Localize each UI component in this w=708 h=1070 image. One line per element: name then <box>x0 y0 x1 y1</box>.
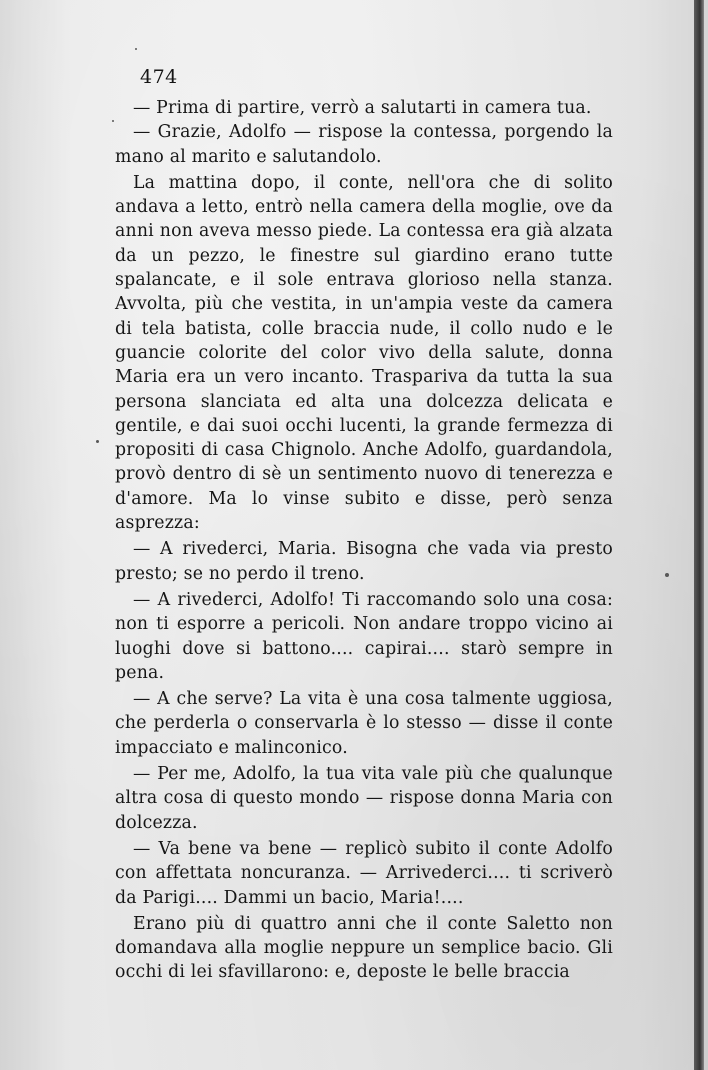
paper-speck <box>665 573 669 577</box>
paper-speck <box>112 120 114 122</box>
body-text <box>115 96 613 985</box>
page-binding-edge <box>694 0 704 1070</box>
paragraph: — Va bene va bene — replicò subito il conte Adolfo con affettata noncuranza. — Arrivederci.... ti scriverò da Parigi.... Dammi un bacio, Maria!.... <box>115 838 613 908</box>
paragraph: La mattina dopo, il conte, nell'ora che di solito andava a letto, entrò nella camera della moglie, ove da anni non aveva messo piede. La contessa era già alzata da un pezzo, le finestre sul giardino erano tutte spalancate, e il sole entrava glorioso nella stanza. Avvolta, più che vestita, in un'ampia veste da camera di tela batista, colle braccia nude, il collo nudo e le guancie colorite del color vivo della salute, donna Maria era un vero incanto. Traspariva da tutta la sua persona slanciata ed alta una dolcezza delicata e gentile, e dai suoi occhi lucenti, la grande fermezza di propositi di casa Chignolo. Anche Adolfo, guardandola, provò dentro di sè un sentimento nuovo di tenerezza e d'amore. Ma lo vinse subito e disse, però senza asprezza: <box>115 172 613 534</box>
paragraph: — Prima di partire, verrò a salutarti in camera tua. <box>133 98 592 118</box>
paragraph: — Per me, Adolfo, la tua vita vale più che qualunque altra cosa di questo mondo — rispose donna Maria con dolcezza. <box>115 764 613 833</box>
paper-speck <box>135 48 137 50</box>
paragraph: — A che serve? La vita è una cosa talmente uggiosa, che perderla o conservarla è lo stesso — disse il conte impacciato e malinconico. <box>115 689 613 758</box>
page-number: 474 <box>140 66 178 88</box>
paragraph: Erano più di quattro anni che il conte Saletto non domandava alla moglie neppure un semplice bacio. Gli occhi di lei sfavillarono: e, deposte le belle braccia <box>115 913 613 983</box>
paragraph: — Grazie, Adolfo — rispose la contessa, porgendo la mano al marito e salutandolo. <box>115 122 613 167</box>
paper-speck <box>96 440 99 443</box>
paragraph: — A rivederci, Maria. Bisogna che vada via presto presto; se no perdo il treno. <box>115 539 613 584</box>
paragraph: — A rivederci, Adolfo! Ti raccomando solo una cosa: non ti esporre a pericoli. Non andare troppo vicino ai luoghi dove si battono.... capirai.... starò sempre in pena. <box>115 589 613 683</box>
